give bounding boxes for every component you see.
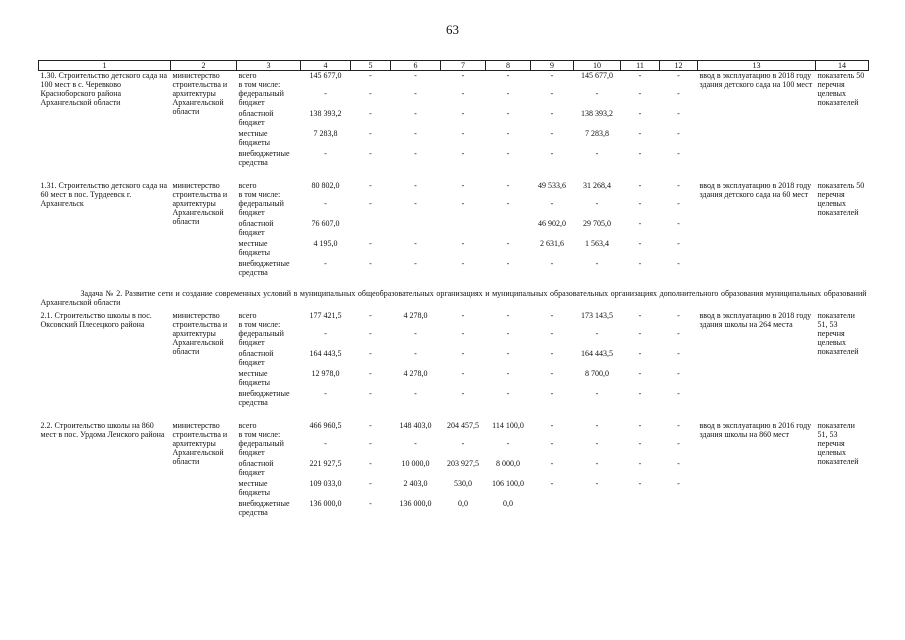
value-cell xyxy=(441,190,486,199)
value-cell: - xyxy=(369,389,372,398)
value-cell xyxy=(660,80,698,89)
value-cell: 221 927,5 xyxy=(309,459,342,468)
value-cell: - xyxy=(369,149,372,158)
value-cell: - xyxy=(638,311,642,320)
value-cell: 136 000,0 xyxy=(399,499,432,508)
value-cell: 204 457,5 xyxy=(447,421,479,430)
value-cell: - xyxy=(595,89,599,98)
header-cell: 3 xyxy=(237,61,301,71)
value-cell: - xyxy=(550,329,554,338)
value-cell: 164 443,5 xyxy=(581,349,613,358)
value-cell: - xyxy=(369,349,372,358)
value-cell xyxy=(574,190,621,199)
value-cell: 114 100,0 xyxy=(492,421,524,430)
value-cell: - xyxy=(369,129,372,138)
value-cell: - xyxy=(638,219,642,228)
value-cell: - xyxy=(550,369,554,378)
value-cell: 138 393,2 xyxy=(581,109,613,118)
value-cell: - xyxy=(461,199,465,208)
value-cell: - xyxy=(461,239,465,248)
value-cell: - xyxy=(324,89,327,98)
value-cell: - xyxy=(461,129,465,138)
row-label: внебюджетные средства xyxy=(238,259,290,277)
row-label: областной бюджет xyxy=(238,349,274,367)
value-cell xyxy=(531,320,574,329)
value-cell xyxy=(574,320,621,329)
value-cell: 46 902,0 xyxy=(538,219,566,228)
value-cell: - xyxy=(414,439,417,448)
value-cell xyxy=(391,430,441,439)
value-cell: - xyxy=(595,479,599,488)
value-cell: - xyxy=(506,109,510,118)
spacer-row xyxy=(39,409,869,421)
value-cell: - xyxy=(506,129,510,138)
item-title: 2.1. Строительство школы в пос. Оксовский Плесецкого района xyxy=(40,311,152,329)
value-cell xyxy=(621,80,660,89)
value-cell xyxy=(351,80,391,89)
value-cell: - xyxy=(638,259,642,268)
value-cell: - xyxy=(638,181,642,190)
value-cell xyxy=(486,190,531,199)
value-cell: - xyxy=(414,329,417,338)
value-cell: - xyxy=(369,239,372,248)
table-row xyxy=(39,71,869,81)
value-cell: - xyxy=(506,149,510,158)
row-label: всего xyxy=(238,311,257,320)
value-cell: 148 403,0 xyxy=(399,421,432,430)
value-cell: - xyxy=(461,349,465,358)
value-cell: - xyxy=(677,369,680,378)
budget-table xyxy=(38,60,869,519)
value-cell xyxy=(391,80,441,89)
value-cell: - xyxy=(369,89,372,98)
value-cell: 76 607,0 xyxy=(311,219,340,228)
header-cell: 11 xyxy=(621,61,660,71)
value-cell: - xyxy=(369,71,372,80)
value-cell: - xyxy=(638,199,642,208)
row-label: всего xyxy=(238,71,257,80)
item-title: 1.31. Строительство детского сада на 60 мест в пос. Турдеевск г. Архангельск xyxy=(40,181,168,208)
value-cell: - xyxy=(506,89,510,98)
table-row xyxy=(39,311,869,320)
value-cell: 2 403,0 xyxy=(403,479,428,488)
value-cell: - xyxy=(595,329,599,338)
item-result: ввод в эксплуатацию в 2016 году здания школы на 860 мест xyxy=(699,421,812,439)
value-cell: - xyxy=(461,389,465,398)
value-cell: - xyxy=(369,259,372,268)
value-cell xyxy=(301,80,351,89)
value-cell: 203 927,5 xyxy=(447,459,479,468)
table-row xyxy=(39,421,869,430)
value-cell xyxy=(391,219,441,239)
value-cell: - xyxy=(638,421,642,430)
item-title: 1.30. Строительство детского сада на 100 мест в с. Черевково Красноборского района Архангельской области xyxy=(40,71,168,107)
item-result: ввод в эксплуатацию в 2018 году здания школы на 264 места xyxy=(699,311,812,329)
value-cell: - xyxy=(414,199,417,208)
item-executor: министерство строительства и архитектуры Архангельской области xyxy=(172,181,228,226)
value-cell: - xyxy=(550,71,554,80)
task-heading: Задача № 2. Развитие сети и создание современных условий в муниципальных общеобразовательных организациях и муниципальных образовательных организациях дополнительного образования муниципальных образований Архангельской области xyxy=(40,289,867,307)
value-cell: - xyxy=(550,421,554,430)
value-cell: - xyxy=(595,259,599,268)
value-cell: - xyxy=(414,239,417,248)
value-cell xyxy=(531,499,574,519)
value-cell: - xyxy=(595,421,599,430)
value-cell xyxy=(301,430,351,439)
value-cell: - xyxy=(677,219,680,228)
value-cell xyxy=(486,320,531,329)
value-cell: 49 533,6 xyxy=(538,181,566,190)
header-cell: 1 xyxy=(39,61,171,71)
value-cell: 4 278,0 xyxy=(403,369,428,378)
value-cell: - xyxy=(369,329,372,338)
value-cell: - xyxy=(461,71,465,80)
item-result: ввод в эксплуатацию в 2018 году здания детского сада на 100 мест xyxy=(699,71,813,89)
value-cell: - xyxy=(677,181,680,190)
value-cell: - xyxy=(414,259,417,268)
value-cell: - xyxy=(677,479,680,488)
spacer-cell xyxy=(39,409,869,421)
header-row xyxy=(39,61,869,71)
value-cell: - xyxy=(369,439,372,448)
value-cell: - xyxy=(550,199,554,208)
row-label: федеральный бюджет xyxy=(238,199,284,217)
value-cell: - xyxy=(595,199,599,208)
value-cell: 4 278,0 xyxy=(403,311,428,320)
value-cell: - xyxy=(506,311,510,320)
value-cell: - xyxy=(638,89,642,98)
row-label: федеральный бюджет xyxy=(238,329,284,347)
value-cell: - xyxy=(638,439,642,448)
value-cell: - xyxy=(677,439,680,448)
row-label: всего xyxy=(238,421,257,430)
value-cell: 7 283,8 xyxy=(585,129,609,138)
spacer-cell xyxy=(39,169,869,181)
item-executor: министерство строительства и архитектуры Архангельской области xyxy=(172,311,228,356)
spacer-row xyxy=(39,169,869,181)
value-cell: - xyxy=(638,329,642,338)
value-cell: - xyxy=(550,129,554,138)
value-cell: - xyxy=(677,71,680,80)
value-cell: - xyxy=(638,349,642,358)
value-cell: - xyxy=(638,109,642,118)
value-cell xyxy=(660,499,698,519)
value-cell: - xyxy=(461,439,465,448)
value-cell: 8 000,0 xyxy=(496,459,520,468)
value-cell: 173 143,5 xyxy=(581,311,613,320)
value-cell: - xyxy=(461,149,465,158)
value-cell: 109 033,0 xyxy=(309,479,342,488)
value-cell xyxy=(621,320,660,329)
item-executor: министерство строительства и архитектуры Архангельской области xyxy=(172,71,228,116)
value-cell: - xyxy=(638,149,642,158)
value-cell: - xyxy=(638,389,642,398)
row-label: федеральный бюджет xyxy=(238,439,284,457)
header-cell: 2 xyxy=(171,61,237,71)
value-cell: - xyxy=(414,149,417,158)
row-label: федеральный бюджет xyxy=(238,89,284,107)
value-cell xyxy=(351,320,391,329)
value-cell: - xyxy=(461,311,465,320)
value-cell xyxy=(531,430,574,439)
header-cell: 9 xyxy=(531,61,574,71)
value-cell: - xyxy=(677,459,680,468)
value-cell: - xyxy=(324,259,327,268)
value-cell: - xyxy=(414,71,417,80)
value-cell: 4 195,0 xyxy=(313,239,338,248)
value-cell: - xyxy=(550,109,554,118)
value-cell xyxy=(531,80,574,89)
value-cell: - xyxy=(595,149,599,158)
value-cell xyxy=(660,190,698,199)
value-cell: - xyxy=(461,109,465,118)
value-cell: - xyxy=(677,311,680,320)
value-cell: - xyxy=(369,109,372,118)
value-cell: - xyxy=(461,369,465,378)
row-label: внебюджетные средства xyxy=(238,389,290,407)
value-cell: - xyxy=(550,389,554,398)
value-cell: - xyxy=(506,349,510,358)
value-cell: - xyxy=(506,239,510,248)
value-cell: - xyxy=(324,389,327,398)
value-cell: 1 563,4 xyxy=(585,239,609,248)
value-cell: - xyxy=(506,369,510,378)
value-cell: - xyxy=(638,479,642,488)
value-cell: - xyxy=(414,109,417,118)
value-cell xyxy=(486,430,531,439)
row-label: всего xyxy=(238,181,257,190)
value-cell xyxy=(621,499,660,519)
value-cell: - xyxy=(369,369,372,378)
value-cell: - xyxy=(550,439,554,448)
value-cell xyxy=(351,430,391,439)
item-indicator: показатели 51, 53 перечня целевых показателей xyxy=(817,421,859,466)
value-cell: 145 677,0 xyxy=(309,71,342,80)
item-indicator: показатель 50 перечня целевых показателей xyxy=(817,181,865,217)
value-cell: - xyxy=(369,199,372,208)
value-cell: - xyxy=(414,89,417,98)
value-cell: - xyxy=(595,439,599,448)
value-cell: - xyxy=(638,129,642,138)
value-cell: - xyxy=(369,311,372,320)
value-cell: 7 283,8 xyxy=(313,129,338,138)
header-cell: 8 xyxy=(486,61,531,71)
header-cell: 4 xyxy=(301,61,351,71)
value-cell: - xyxy=(461,259,465,268)
value-cell: 177 421,5 xyxy=(309,311,342,320)
value-cell: - xyxy=(414,129,417,138)
value-cell: 0,0 xyxy=(458,499,468,508)
value-cell: 31 268,4 xyxy=(583,181,611,190)
value-cell xyxy=(301,190,351,199)
value-cell: - xyxy=(677,239,680,248)
value-cell xyxy=(441,80,486,89)
row-label: в том числе: xyxy=(238,80,281,89)
value-cell: - xyxy=(414,349,417,358)
row-label: в том числе: xyxy=(238,430,281,439)
value-cell: 8 700,0 xyxy=(585,369,609,378)
value-cell: - xyxy=(638,369,642,378)
value-cell: - xyxy=(550,349,554,358)
value-cell xyxy=(621,430,660,439)
value-cell: - xyxy=(677,89,680,98)
row-label: областной бюджет xyxy=(238,219,274,237)
value-cell: - xyxy=(677,259,680,268)
value-cell xyxy=(621,190,660,199)
header-cell: 10 xyxy=(574,61,621,71)
value-cell: - xyxy=(369,181,372,190)
value-cell xyxy=(351,219,391,239)
value-cell: - xyxy=(550,459,554,468)
value-cell: - xyxy=(461,181,465,190)
value-cell xyxy=(486,80,531,89)
value-cell: - xyxy=(506,259,510,268)
value-cell xyxy=(660,430,698,439)
value-cell xyxy=(351,190,391,199)
value-cell: - xyxy=(506,439,510,448)
value-cell: - xyxy=(324,439,327,448)
value-cell xyxy=(391,320,441,329)
item-indicator: показатель 50 перечня целевых показателей xyxy=(817,71,865,107)
header-cell: 13 xyxy=(698,61,816,71)
value-cell xyxy=(574,499,621,519)
header-cell: 5 xyxy=(351,61,391,71)
item-title: 2.2. Строительство школы на 860 мест в пос. Урдома Ленского района xyxy=(40,421,165,439)
value-cell: - xyxy=(677,329,680,338)
row-label: местные бюджеты xyxy=(238,479,271,497)
value-cell: - xyxy=(506,181,510,190)
value-cell xyxy=(441,320,486,329)
value-cell: 530,0 xyxy=(454,479,472,488)
row-label: областной бюджет xyxy=(238,459,274,477)
row-label: внебюджетные средства xyxy=(238,149,290,167)
row-label: в том числе: xyxy=(238,190,281,199)
row-label: местные бюджеты xyxy=(238,129,271,147)
value-cell: - xyxy=(506,71,510,80)
value-cell: - xyxy=(550,479,554,488)
item-result: ввод в эксплуатацию в 2018 году здания детского сада на 60 мест xyxy=(699,181,812,199)
value-cell xyxy=(486,219,531,239)
value-cell xyxy=(441,219,486,239)
value-cell xyxy=(301,320,351,329)
value-cell: - xyxy=(638,71,642,80)
value-cell: - xyxy=(461,89,465,98)
item-executor: министерство строительства и архитектуры Архангельской области xyxy=(172,421,228,466)
value-cell: - xyxy=(414,389,417,398)
value-cell: 106 100,0 xyxy=(492,479,524,488)
item-indicator: показатели 51, 53 перечня целевых показателей xyxy=(817,311,859,356)
row-label: местные бюджеты xyxy=(238,369,271,387)
value-cell: 164 443,5 xyxy=(309,349,342,358)
value-cell: - xyxy=(677,109,680,118)
value-cell: - xyxy=(369,459,372,468)
value-cell: - xyxy=(638,239,642,248)
table-row xyxy=(39,181,869,190)
header-cell: 6 xyxy=(391,61,441,71)
value-cell: 29 705,0 xyxy=(583,219,611,228)
value-cell xyxy=(574,430,621,439)
task-heading-row xyxy=(39,279,869,311)
value-cell: - xyxy=(506,199,510,208)
value-cell: - xyxy=(677,389,680,398)
value-cell: - xyxy=(506,389,510,398)
value-cell: - xyxy=(550,259,554,268)
header-cell: 12 xyxy=(660,61,698,71)
value-cell: 2 631,6 xyxy=(540,239,564,248)
value-cell xyxy=(574,80,621,89)
value-cell: 138 393,2 xyxy=(309,109,342,118)
value-cell: - xyxy=(369,479,372,488)
value-cell: - xyxy=(369,499,372,508)
value-cell: - xyxy=(677,129,680,138)
value-cell: - xyxy=(461,329,465,338)
value-cell: - xyxy=(324,149,327,158)
value-cell: - xyxy=(677,199,680,208)
value-cell: - xyxy=(595,459,599,468)
row-label: местные бюджеты xyxy=(238,239,271,257)
value-cell: 12 978,0 xyxy=(311,369,340,378)
value-cell: - xyxy=(324,199,327,208)
value-cell: 0,0 xyxy=(503,499,513,508)
value-cell: - xyxy=(677,149,680,158)
value-cell: 80 802,0 xyxy=(311,181,340,190)
value-cell: - xyxy=(369,421,372,430)
page-number: 63 xyxy=(446,22,459,37)
value-cell: - xyxy=(595,389,599,398)
row-label: внебюджетные средства xyxy=(238,499,290,517)
value-cell: - xyxy=(550,311,554,320)
value-cell: 466 960,5 xyxy=(309,421,342,430)
value-cell: - xyxy=(638,459,642,468)
value-cell xyxy=(441,430,486,439)
value-cell: - xyxy=(506,329,510,338)
value-cell: - xyxy=(677,421,680,430)
value-cell: 145 677,0 xyxy=(581,71,613,80)
value-cell: 10 000,0 xyxy=(401,459,430,468)
row-label: областной бюджет xyxy=(238,109,274,127)
header-cell: 7 xyxy=(441,61,486,71)
value-cell: - xyxy=(550,149,554,158)
value-cell: 136 000,0 xyxy=(309,499,342,508)
header-cell: 14 xyxy=(816,61,869,71)
value-cell: - xyxy=(324,329,327,338)
value-cell xyxy=(531,190,574,199)
value-cell: - xyxy=(677,349,680,358)
row-label: в том числе: xyxy=(238,320,281,329)
value-cell: - xyxy=(414,181,417,190)
value-cell xyxy=(660,320,698,329)
value-cell xyxy=(391,190,441,199)
value-cell: - xyxy=(550,89,554,98)
